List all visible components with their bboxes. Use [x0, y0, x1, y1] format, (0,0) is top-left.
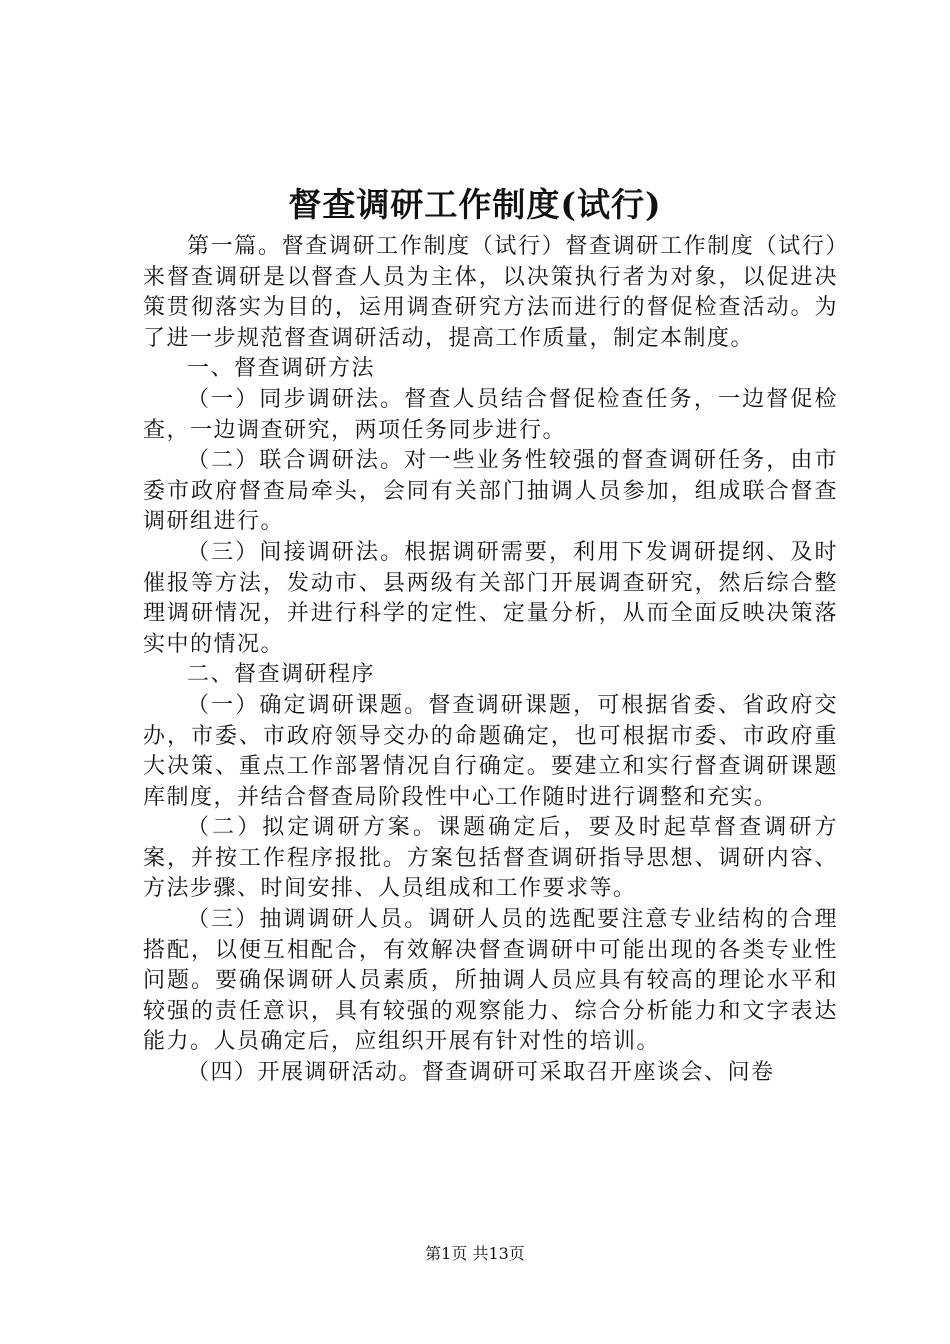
page-footer: 第1页 共13页: [425, 1244, 525, 1263]
document-title: 督查调研工作制度(试行): [288, 185, 662, 224]
section-heading-methods: 一、督查调研方法: [187, 356, 376, 382]
paragraph-intro: 第一篇。督查调研工作制度（试行）督查调研工作制度（试行）来督查调研是以督查人员为主体，以决策执行者为对象，以促进决策贯彻落实为目的，运用调查研究方法而进行的督促检查活动。为了进一步规范督查调研活动，提高工作质量，制定本制度。: [143, 234, 838, 351]
paragraph-method-3: （三）间接调研法。根据调研需要，利用下发调研提纲、及时催报等方法，发动市、县两级有关部门开展调查研究，然后综合整理调研情况，并进行科学的定性、定量分析，从而全面反映决策落实中的情况。: [143, 539, 838, 657]
paragraph-procedure-4: （四）开展调研活动。督查调研可采取召开座谈会、问卷: [187, 1060, 775, 1086]
paragraph-procedure-3: （三）抽调调研人员。调研人员的选配要注意专业结构的合理搭配，以便互相配合，有效解决督查调研中可能出现的各类专业性问题。要确保调研人员素质，所抽调人员应具有较高的理论水平和较强的责任意识，具有较强的观察能力、综合分析能力和文字表达能力。人员确定后，应组织开展有针对性的培训。: [143, 907, 838, 1055]
paragraph-method-1: （一）同步调研法。督查人员结合督促检查任务，一边督促检查，一边调查研究，两项任务同步进行。: [143, 386, 838, 443]
paragraph-method-2: （二）联合调研法。对一些业务性较强的督查调研任务，由市委市政府督查局牵头，会同有关部门抽调人员参加，组成联合督查调研组进行。: [143, 448, 838, 535]
paragraph-procedure-1: （一）确定调研课题。督查调研课题，可根据省委、省政府交办，市委、市政府领导交办的命题确定，也可根据市委、市政府重大决策、重点工作部署情况自行确定。要建立和实行督查调研课题库制度，并结合督查局阶段性中心工作随时进行调整和充实。: [143, 692, 838, 810]
section-heading-procedure: 二、督查调研程序: [187, 662, 376, 688]
document-body: [143, 232, 838, 1089]
paragraph-procedure-2: （二）拟定调研方案。课题确定后，要及时起草督查调研方案，并按工作程序报批。方案包括督查调研指导思想、调研内容、方法步骤、时间安排、人员组成和工作要求等。: [143, 815, 838, 902]
